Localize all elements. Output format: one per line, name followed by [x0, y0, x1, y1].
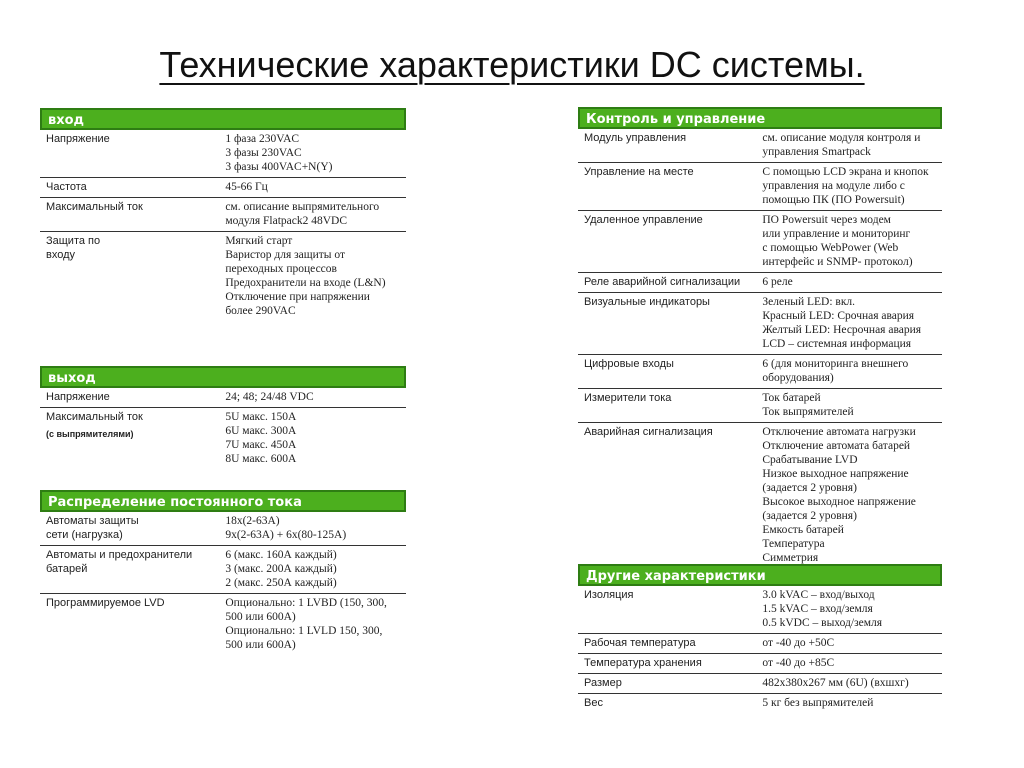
spec-sublabel: (с выпрямителями) — [46, 429, 134, 439]
spec-label: Частота — [40, 178, 219, 198]
spec-label: Размер — [578, 674, 756, 694]
spec-row — [40, 546, 406, 594]
spec-label: Напряжение — [40, 388, 219, 408]
spec-value: 6 (макс. 160А каждый) 3 (макс. 200А каждый) 2 (макс. 250А каждый) — [219, 546, 406, 594]
spec-row — [40, 198, 406, 232]
spec-row — [578, 389, 942, 423]
spec-value: 24; 48; 24/48 VDC — [219, 388, 406, 408]
spec-label: Вес — [584, 697, 603, 709]
spec-value: от -40 до +85C — [756, 654, 942, 674]
spec-value: 5U макс. 150A 6U макс. 300A 7U макс. 450A 8U макс. 600A — [225, 411, 297, 465]
spec-row — [578, 586, 942, 634]
spec-row — [578, 423, 942, 569]
spec-table — [40, 512, 406, 655]
spec-value: 5 кг без выпрямителей — [762, 697, 874, 709]
spec-row — [40, 178, 406, 198]
spec-label: Максимальный ток — [40, 198, 219, 232]
spec-row — [578, 654, 942, 674]
section-header: вход — [40, 108, 406, 130]
spec-table — [40, 130, 406, 321]
spec-value: 3.0 kVAC – вход/выход 1.5 kVAC – вход/земля 0.5 kVDC – выход/земля — [756, 586, 942, 634]
section-header: Другие характеристики — [578, 564, 942, 586]
spec-label: Рабочая температура — [578, 634, 756, 654]
spec-value: от -40 до +50C — [756, 634, 942, 654]
spec-value: см. описание модуля контроля и управления Smartpack — [756, 129, 942, 163]
spec-table — [578, 129, 942, 568]
spec-row — [40, 408, 406, 470]
spec-label: Аварийная сигнализация — [584, 426, 713, 438]
section-dc-distribution — [40, 490, 406, 655]
spec-label: Реле аварийной сигнализации — [578, 273, 756, 293]
spec-value: С помощью LCD экрана и кнопок управления на модуле либо с помощью ПК (ПО Powersuit) — [756, 163, 942, 211]
spec-label: Удаленное управление — [578, 211, 756, 273]
spec-value: Ток батарей Ток выпрямителей — [756, 389, 942, 423]
spec-label: Напряжение — [40, 130, 219, 178]
spec-label: Модуль управления — [578, 129, 756, 163]
spec-label: Цифровые входы — [578, 355, 756, 389]
spec-value: Опционально: 1 LVBD (150, 300, 500 или 600A) Опционально: 1 LVLD 150, 300, 500 или 600A) — [225, 597, 387, 651]
spec-value: 482x380x267 мм (6U) (вхшхг) — [756, 674, 942, 694]
spec-label: Автоматы и предохранители батарей — [40, 546, 219, 594]
spec-value: Отключение автомата нагрузки Отключение автомата батарей Срабатывание LVD Низкое выходное напряжение (задается 2 уровня) Высокое выходное напряжение (задается 2 уровня) Емкость батарей Температура Симметрия — [762, 426, 916, 564]
section-header: выход — [40, 366, 406, 388]
section-input — [40, 108, 406, 321]
spec-value: Зеленый LED: вкл. Красный LED: Срочная авария Желтый LED: Несрочная авария LCD – системная информация — [756, 293, 942, 355]
spec-label: Управление на месте — [578, 163, 756, 211]
spec-row — [578, 694, 942, 714]
spec-row — [578, 163, 942, 211]
spec-row — [578, 211, 942, 273]
spec-label: Измерители тока — [578, 389, 756, 423]
spec-label: Программируемое LVD — [46, 597, 165, 609]
spec-value: 6 реле — [756, 273, 942, 293]
spec-row — [40, 512, 406, 546]
spec-table — [578, 586, 942, 713]
spec-row — [578, 355, 942, 389]
spec-value: 6 (для мониторинга внешнего оборудования) — [756, 355, 942, 389]
spec-row — [40, 130, 406, 178]
spec-label: Визуальные индикаторы — [578, 293, 756, 355]
section-control — [578, 107, 942, 568]
spec-row — [578, 129, 942, 163]
spec-row — [578, 634, 942, 654]
spec-value: 1 фаза 230VAC 3 фазы 230VAC 3 фазы 400VAC+N(Y) — [219, 130, 406, 178]
spec-label: Защита по входу — [46, 235, 101, 261]
spec-value: 45-66 Гц — [219, 178, 406, 198]
spec-label: Температура хранения — [578, 654, 756, 674]
spec-value: 18x(2-63A) 9x(2-63A) + 6x(80-125A) — [219, 512, 406, 546]
spec-label: Изоляция — [578, 586, 756, 634]
spec-row — [40, 594, 406, 656]
section-output — [40, 366, 406, 469]
spec-row — [40, 388, 406, 408]
spec-value: Мягкий старт Варистор для защиты от переходных процессов Предохранители на входе (L&N) Отключение при напряжении более 290VAC — [225, 235, 386, 317]
spec-value: ПО Powersuit через модем или управление и мониторинг с помощью WebPower (Web интерфейс и SNMP- протокол) — [756, 211, 942, 273]
spec-label: Максимальный ток (с выпрямителями) — [40, 408, 219, 470]
spec-row — [40, 232, 406, 322]
spec-value: см. описание выпрямительного модуля Flatpack2 48VDC — [219, 198, 406, 232]
section-header: Контроль и управление — [578, 107, 942, 129]
spec-row — [578, 273, 942, 293]
spec-table — [40, 388, 406, 469]
section-header: Распределение постоянного тока — [40, 490, 406, 512]
page-title: Технические характеристики DC системы. — [159, 44, 865, 85]
spec-label: Автоматы защиты сети (нагрузка) — [40, 512, 219, 546]
spec-row — [578, 293, 942, 355]
section-other — [578, 564, 942, 713]
spec-row — [578, 674, 942, 694]
